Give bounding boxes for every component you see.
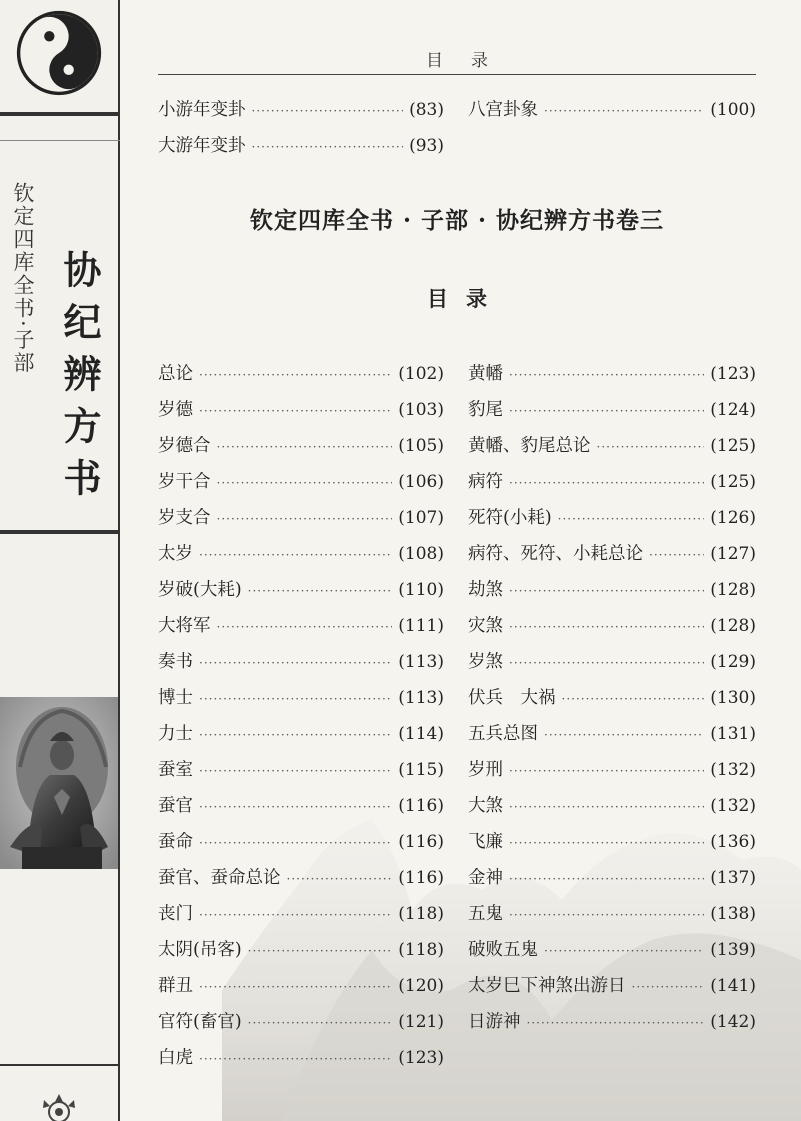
toc-entry-title: 破败五鬼	[468, 940, 538, 960]
toc-entry[interactable]	[158, 572, 444, 608]
toc-entry-title: 死符(小耗)	[468, 508, 552, 528]
toc-entry[interactable]	[158, 92, 444, 128]
dot-leader	[562, 681, 705, 717]
dot-leader	[199, 789, 392, 825]
toc-entry-page: (125)	[710, 472, 756, 492]
toc-entry[interactable]	[158, 356, 444, 392]
toc-column-left	[158, 356, 444, 1076]
dot-leader	[509, 573, 704, 609]
toc-entry[interactable]	[158, 392, 444, 428]
toc-entry-title: 岁德	[158, 400, 193, 420]
toc-entry-title: 丧门	[158, 904, 193, 924]
toc-entry[interactable]	[158, 500, 444, 536]
dot-leader	[527, 1005, 705, 1041]
lotus-ornament-icon	[34, 1090, 84, 1121]
toc-entry[interactable]	[158, 860, 444, 896]
toc-entry-title: 黄幡、豹尾总论	[468, 436, 591, 456]
toc-entry-title: 黄幡	[468, 364, 503, 384]
dot-leader	[199, 537, 392, 573]
spine-divider	[0, 1064, 120, 1066]
toc-column-top-left	[158, 92, 444, 164]
dot-leader	[287, 861, 393, 897]
toc-entry-title: 岁干合	[158, 472, 211, 492]
toc-entry-title: 大煞	[468, 796, 503, 816]
toc-entry[interactable]	[468, 608, 756, 644]
toc-entry[interactable]	[158, 896, 444, 932]
toc-entry[interactable]	[468, 572, 756, 608]
toc-entry-page: (115)	[398, 760, 444, 780]
toc-entry[interactable]	[468, 860, 756, 896]
toc-entry[interactable]	[468, 968, 756, 1004]
toc-entry-title: 岁德合	[158, 436, 211, 456]
toc-entry[interactable]	[158, 824, 444, 860]
book-title: 协纪辨方书	[57, 250, 102, 510]
dot-leader	[199, 645, 392, 681]
toc-entry-page: (123)	[398, 1048, 444, 1068]
toc-entry-title: 飞廉	[468, 832, 503, 852]
dot-leader	[544, 93, 704, 129]
dot-leader	[199, 825, 392, 861]
toc-entry[interactable]	[158, 128, 444, 164]
toc-entry-page: (111)	[398, 616, 444, 636]
toc-column-top-right	[468, 92, 756, 128]
toc-entry-page: (137)	[710, 868, 756, 888]
toc-entry[interactable]	[158, 644, 444, 680]
toc-entry-title: 八宫卦象	[468, 100, 538, 120]
toc-entry-title: 病符	[468, 472, 503, 492]
toc-entry-page: (113)	[398, 652, 444, 672]
toc-entry[interactable]	[468, 752, 756, 788]
toc-entry-page: (125)	[710, 436, 756, 456]
toc-entry-page: (108)	[398, 544, 444, 564]
dot-leader	[509, 897, 704, 933]
toc-entry-title: 太阴(吊客)	[158, 940, 242, 960]
dot-leader	[252, 93, 404, 129]
toc-entry-title: 五鬼	[468, 904, 503, 924]
toc-entry-page: (132)	[710, 760, 756, 780]
spine-divider	[0, 140, 120, 141]
toc-entry-page: (142)	[710, 1012, 756, 1032]
toc-entry-page: (128)	[710, 580, 756, 600]
contents-page	[122, 0, 801, 1121]
dot-leader	[509, 393, 704, 429]
toc-entry-page: (132)	[710, 796, 756, 816]
toc-entry-title: 灾煞	[468, 616, 503, 636]
toc-entry[interactable]	[468, 896, 756, 932]
toc-entry[interactable]	[468, 644, 756, 680]
toc-entry-title: 太岁巳下神煞出游日	[468, 976, 626, 996]
toc-entry-page: (93)	[409, 136, 444, 156]
dot-leader	[199, 753, 392, 789]
toc-entry[interactable]	[158, 428, 444, 464]
toc-entry[interactable]	[158, 680, 444, 716]
toc-entry-title: 大将军	[158, 616, 211, 636]
toc-entry[interactable]	[158, 932, 444, 968]
buddha-statue-image	[0, 697, 118, 869]
dot-leader	[649, 537, 704, 573]
toc-entry-title: 岁刑	[468, 760, 503, 780]
dot-leader	[199, 1041, 392, 1077]
toc-entry-title: 太岁	[158, 544, 193, 564]
dot-leader	[544, 933, 704, 969]
dot-leader	[597, 429, 705, 465]
dot-leader	[509, 465, 704, 501]
toc-entry[interactable]	[468, 824, 756, 860]
dot-leader	[217, 429, 393, 465]
toc-entry-title: 奏书	[158, 652, 193, 672]
toc-entry-page: (118)	[398, 940, 444, 960]
toc-entry[interactable]	[468, 500, 756, 536]
header-rule	[158, 74, 756, 75]
toc-entry-page: (120)	[398, 976, 444, 996]
toc-entry-title: 官符(畜官)	[158, 1012, 242, 1032]
toc-entry-title: 蚕室	[158, 760, 193, 780]
dot-leader	[558, 501, 705, 537]
toc-entry[interactable]	[158, 968, 444, 1004]
toc-entry-page: (126)	[710, 508, 756, 528]
toc-entry-title: 豹尾	[468, 400, 503, 420]
dot-leader	[199, 897, 392, 933]
dot-leader	[248, 933, 393, 969]
running-header: 目录	[426, 51, 516, 71]
toc-entry-title: 群丑	[158, 976, 193, 996]
toc-entry-page: (128)	[710, 616, 756, 636]
toc-entry[interactable]	[468, 536, 756, 572]
toc-entry-page: (129)	[710, 652, 756, 672]
dot-leader	[199, 357, 392, 393]
toc-entry-title: 小游年变卦	[158, 100, 246, 120]
dot-leader	[509, 789, 704, 825]
dot-leader	[632, 969, 705, 1005]
toc-entry-page: (130)	[710, 688, 756, 708]
toc-entry-page: (83)	[409, 100, 444, 120]
toc-entry-title: 总论	[158, 364, 193, 384]
toc-entry-page: (107)	[398, 508, 444, 528]
dot-leader	[217, 501, 393, 537]
spine-divider	[0, 112, 120, 116]
toc-entry[interactable]	[158, 608, 444, 644]
dot-leader	[248, 573, 393, 609]
toc-entry[interactable]	[158, 1004, 444, 1040]
toc-entry-page: (123)	[710, 364, 756, 384]
toc-entry[interactable]	[468, 716, 756, 752]
dot-leader	[509, 753, 704, 789]
toc-entry-title: 博士	[158, 688, 193, 708]
toc-entry-title: 病符、死符、小耗总论	[468, 544, 643, 564]
toc-entry-page: (138)	[710, 904, 756, 924]
toc-entry-title: 伏兵 大祸	[468, 688, 556, 708]
dot-leader	[509, 645, 704, 681]
section-title: 目录	[427, 286, 505, 311]
toc-entry[interactable]	[468, 680, 756, 716]
dot-leader	[509, 609, 704, 645]
toc-entry-page: (114)	[398, 724, 444, 744]
toc-entry[interactable]	[468, 788, 756, 824]
toc-entry-title: 金神	[468, 868, 503, 888]
volume-title: 钦定四库全书 · 子部 · 协纪辨方书卷三	[249, 207, 665, 234]
dot-leader	[199, 681, 392, 717]
toc-entry-page: (118)	[398, 904, 444, 924]
toc-entry-page: (116)	[398, 868, 444, 888]
toc-entry-page: (103)	[398, 400, 444, 420]
dot-leader	[199, 393, 392, 429]
dot-leader	[509, 861, 704, 897]
toc-entry-title: 劫煞	[468, 580, 503, 600]
toc-entry[interactable]	[158, 752, 444, 788]
dot-leader	[199, 969, 392, 1005]
toc-entry-page: (116)	[398, 832, 444, 852]
toc-entry-title: 岁煞	[468, 652, 503, 672]
dot-leader	[544, 717, 704, 753]
spine-divider	[0, 530, 120, 534]
dot-leader	[199, 717, 392, 753]
toc-entry-page: (110)	[398, 580, 444, 600]
taiji-icon	[16, 10, 102, 96]
toc-entry[interactable]	[158, 1040, 444, 1076]
toc-entry-page: (116)	[398, 796, 444, 816]
toc-entry-page: (102)	[398, 364, 444, 384]
dot-leader	[509, 825, 704, 861]
toc-entry-page: (100)	[710, 100, 756, 120]
toc-entry-title: 蚕命	[158, 832, 193, 852]
series-title: 钦定四库全书·子部	[11, 182, 35, 375]
toc-entry[interactable]	[158, 716, 444, 752]
toc-entry-title: 岁支合	[158, 508, 211, 528]
toc-entry-page: (105)	[398, 436, 444, 456]
dot-leader	[252, 129, 404, 165]
toc-entry[interactable]	[468, 392, 756, 428]
toc-entry-title: 蚕官、蚕命总论	[158, 868, 281, 888]
toc-entry[interactable]	[468, 428, 756, 464]
toc-entry[interactable]	[158, 536, 444, 572]
toc-entry-title: 日游神	[468, 1012, 521, 1032]
toc-column-right	[468, 356, 756, 1040]
dot-leader	[509, 357, 704, 393]
dot-leader	[248, 1005, 393, 1041]
toc-entry[interactable]	[468, 92, 756, 128]
toc-entry-page: (106)	[398, 472, 444, 492]
toc-entry-title: 大游年变卦	[158, 136, 246, 156]
toc-entry-title: 岁破(大耗)	[158, 580, 242, 600]
toc-entry[interactable]	[468, 1004, 756, 1040]
toc-entry[interactable]	[468, 464, 756, 500]
toc-entry-title: 蚕官	[158, 796, 193, 816]
toc-entry-page: (136)	[710, 832, 756, 852]
toc-entry-page: (141)	[710, 976, 756, 996]
dot-leader	[217, 465, 393, 501]
toc-entry-page: (127)	[710, 544, 756, 564]
toc-entry-title: 白虎	[158, 1048, 193, 1068]
toc-entry-page: (121)	[398, 1012, 444, 1032]
dot-leader	[217, 609, 393, 645]
toc-entry-title: 力士	[158, 724, 193, 744]
toc-entry-page: (139)	[710, 940, 756, 960]
toc-entry[interactable]	[468, 932, 756, 968]
toc-entry-page: (131)	[710, 724, 756, 744]
toc-entry[interactable]	[468, 356, 756, 392]
toc-entry-title: 五兵总图	[468, 724, 538, 744]
book-spine	[0, 0, 120, 1121]
toc-entry[interactable]	[158, 464, 444, 500]
toc-entry-page: (113)	[398, 688, 444, 708]
toc-entry-page: (124)	[710, 400, 756, 420]
toc-entry[interactable]	[158, 788, 444, 824]
